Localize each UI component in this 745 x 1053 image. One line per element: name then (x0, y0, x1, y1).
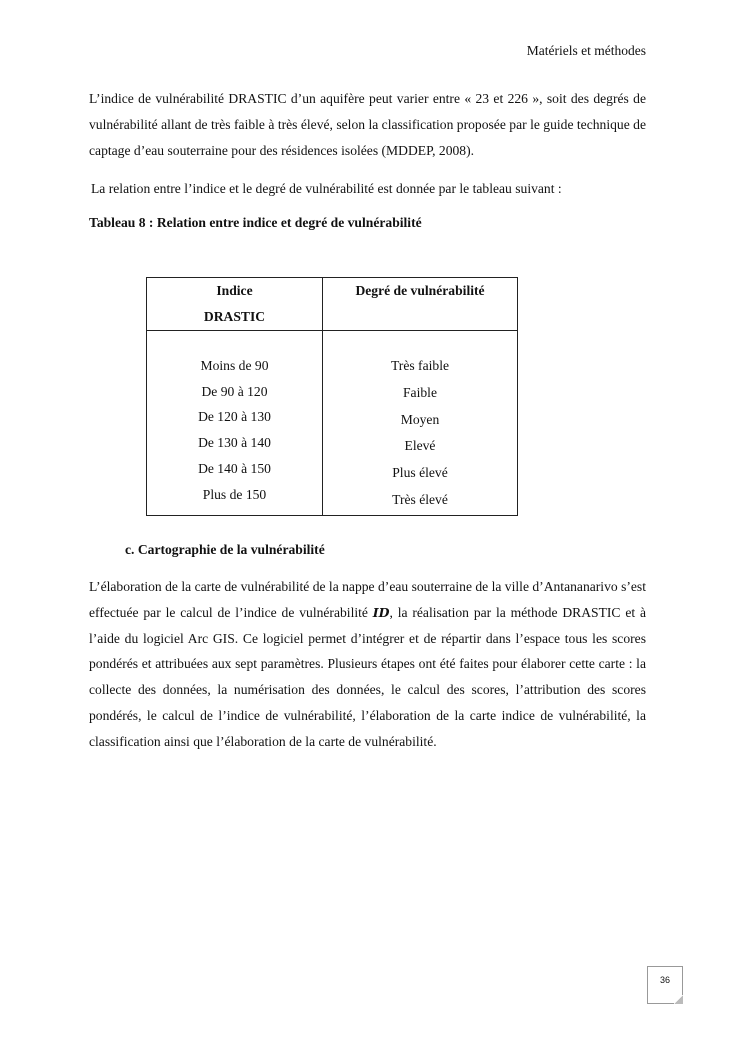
indice-value: Plus de 150 (202, 486, 267, 502)
indice-value: De 130 à 140 (198, 435, 271, 451)
indice-value: De 120 à 130 (198, 409, 271, 425)
indice-value: De 140 à 150 (198, 460, 271, 476)
col-header-indice-line2: DRASTIC (203, 309, 266, 324)
degre-value: Moyen (400, 411, 440, 427)
degre-values-cell (323, 331, 518, 516)
paragraph-table-intro: La relation entre l’indice et le degré de vulnérabilité est donnée par le tableau suivant : (91, 181, 562, 196)
table-body-row (147, 331, 518, 516)
indice-value: De 90 à 120 (201, 383, 268, 399)
running-header: Matériels et méthodes (526, 43, 646, 58)
section-heading: c. Cartographie de la vulnérabilité (125, 542, 325, 557)
degre-value: Faible (403, 384, 437, 400)
degre-value: Plus élevé (392, 465, 448, 481)
col-header-degre (323, 278, 518, 331)
table-header-row (147, 278, 518, 331)
paragraph-cartographie-part2: , la réalisation par la méthode DRASTIC et à l’aide du logiciel Arc GIS. Ce logiciel permet d’intégrer et de répartir dans l’espace tous les scores pondérés et attribuées aux sept paramètres. Plusieurs étapes ont été faites pour élaborer cette carte : la collecte des données, la numérisation des données, le calcul des scores, l’attribution des scores pondérés, le calcul de l’indice de vulnérabilité, l’élaboration de la carte indice de vulnérabilité, la classification ainsi que l’élaboration de la carte de vulnérabilité. (89, 604, 647, 749)
col-header-indice (147, 278, 323, 331)
degre-value: Très élevé (392, 491, 448, 507)
degre-value: Très faible (390, 358, 450, 373)
col-header-indice-line1: Indice (216, 283, 253, 298)
indice-value: Moins de 90 (200, 358, 269, 373)
paragraph-drastic-range: L’indice de vulnérabilité DRASTIC d’un aquifère peut varier entre « 23 et 226 », soit des degrés de vulnérabilité allant de très faible à très élevé, selon la classification proposée par le guide technique de captage d’eau souterraine pour des résidences isolées (MDDEP, 2008). (89, 91, 646, 158)
paragraph-cartographie (89, 574, 646, 755)
vulnerability-table (146, 277, 518, 516)
page-fold-icon (674, 995, 683, 1004)
page-number-box (647, 966, 683, 1004)
degre-value: Elevé (404, 438, 436, 454)
table-caption: Tableau 8 : Relation entre indice et degré de vulnérabilité (89, 215, 422, 230)
page-number: 36 (659, 975, 670, 985)
indice-values-cell (147, 331, 323, 516)
col-header-degre-label: Degré de vulnérabilité (355, 283, 485, 298)
paragraph-cartographie-part1: L’élaboration de la carte de vulnérabilité de la nappe d’eau souterraine de la ville d’Antananarivo s’est effectuée par le calcul de l’indice de vulnérabilité (89, 579, 646, 620)
id-symbol: ID (372, 604, 390, 620)
